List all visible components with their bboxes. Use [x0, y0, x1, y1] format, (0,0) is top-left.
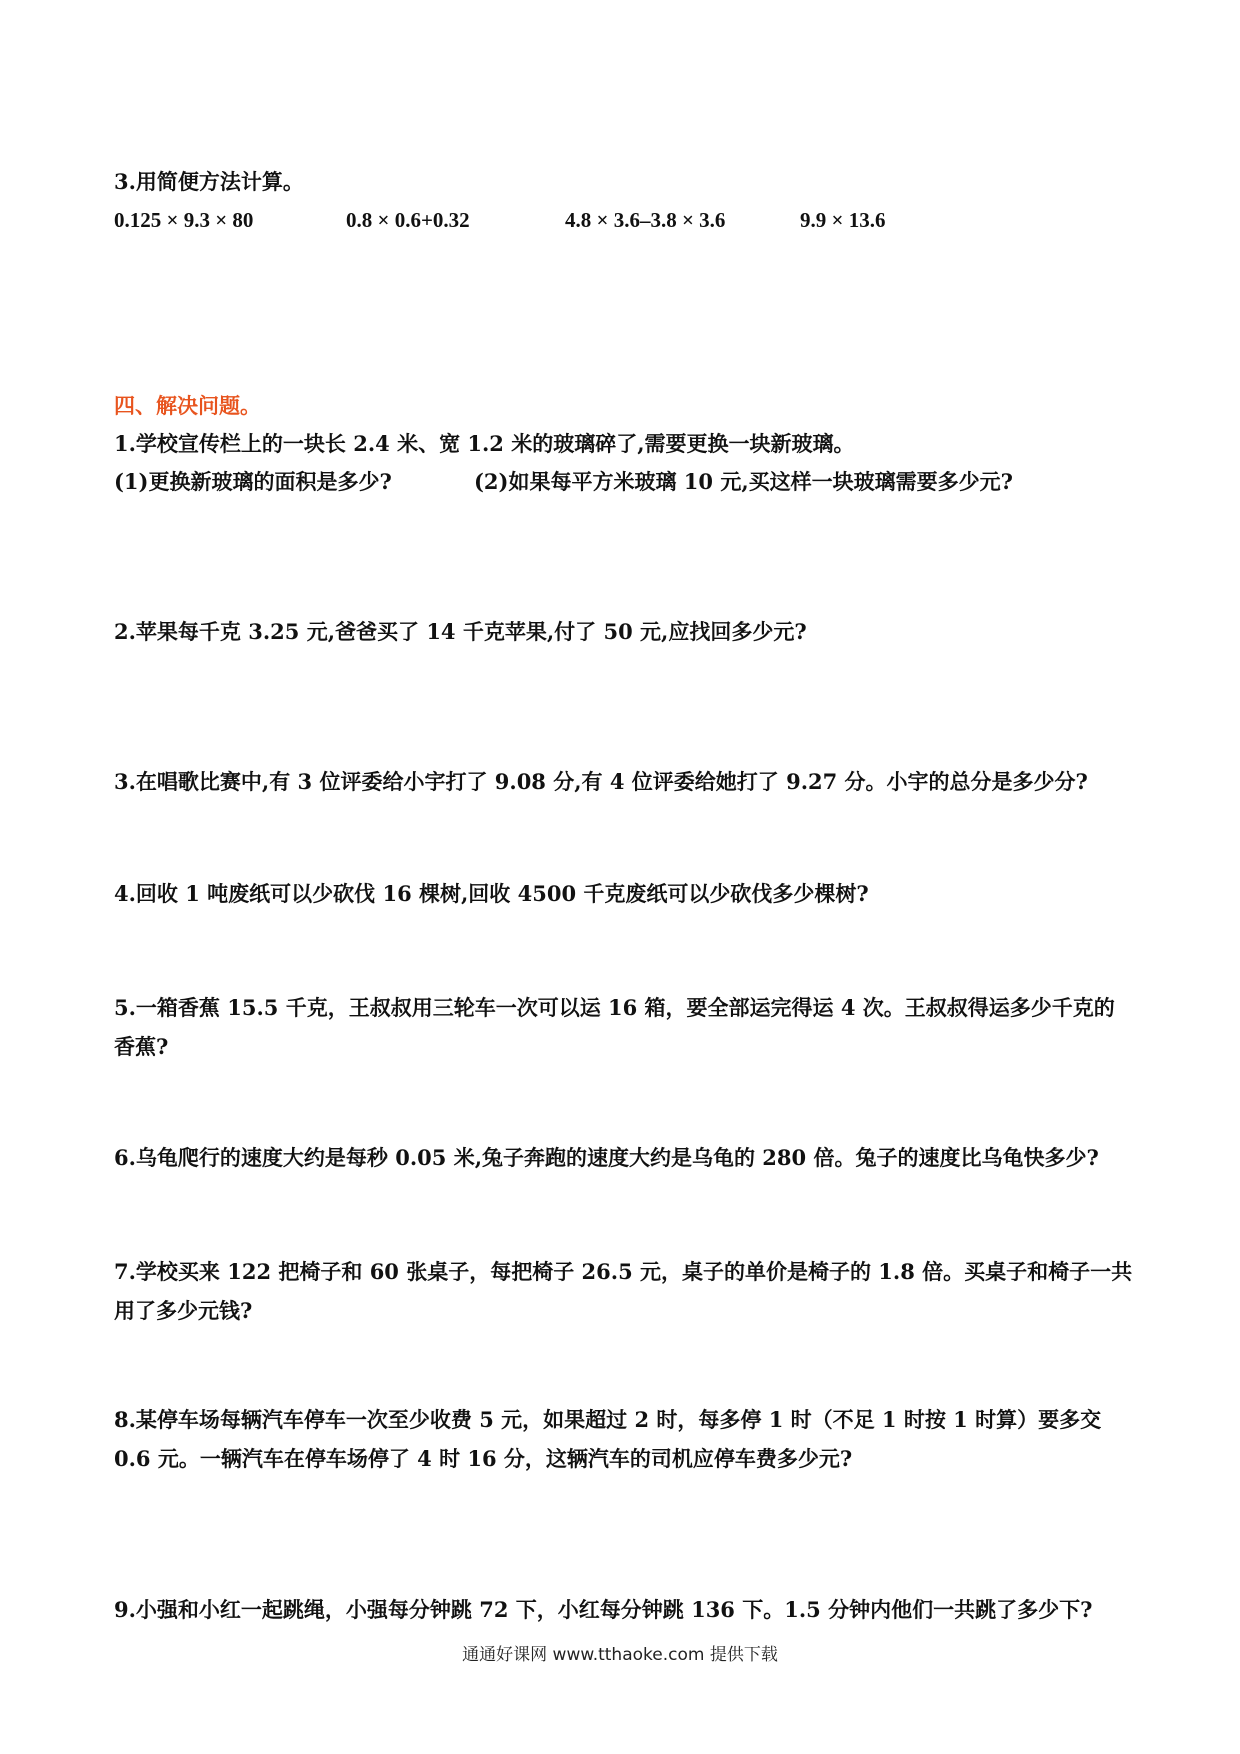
question-8-line-1: 8.某停车场每辆汽车停车一次至少收费 5 元，如果超过 2 时，每多停 1 时（不足 1 时按 1 时算）要多交: [114, 1407, 1102, 1432]
question-6: 6.乌龟爬行的速度大约是每秒 0.05 米,兔子奔跑的速度大约是乌龟的 280 倍。兔子的速度比乌龟快多少?: [114, 1145, 1099, 1170]
question-3: 3.在唱歌比赛中,有 3 位评委给小宇打了 9.08 分,有 4 位评委给她打了 9.27 分。小宇的总分是多少分?: [114, 769, 1088, 794]
question-7-line-2: 用了多少元钱?: [114, 1298, 253, 1323]
question-7-line-1: 7.学校买来 122 把椅子和 60 张桌子，每把椅子 26.5 元，桌子的单价是椅子的 1.8 倍。买桌子和椅子一共: [114, 1259, 1133, 1284]
expression-2: 0.8 × 0.6+0.32: [346, 208, 470, 232]
footer-credit: 通通好课网 www.tthaoke.com 提供下载: [462, 1645, 778, 1665]
question-1-part-2: (2)如果每平方米玻璃 10 元,买这样一块玻璃需要多少元?: [474, 469, 1013, 494]
question-1: 1.学校宣传栏上的一块长 2.4 米、宽 1.2 米的玻璃碎了,需要更换一块新玻璃。: [114, 431, 855, 456]
expression-4: 9.9 × 13.6: [800, 208, 886, 232]
question-5-line-1: 5.一箱香蕉 15.5 千克，王叔叔用三轮车一次可以运 16 箱，要全部运完得运 4 次。王叔叔得运多少千克的: [114, 995, 1115, 1020]
question-5-line-2: 香蕉?: [114, 1034, 169, 1059]
question-1-part-1: (1)更换新玻璃的面积是多少?: [114, 469, 392, 494]
question-9: 9.小强和小红一起跳绳，小强每分钟跳 72 下，小红每分钟跳 136 下。1.5 分钟内他们一共跳了多少下?: [114, 1597, 1093, 1622]
section3-heading: 3.用简便方法计算。: [114, 169, 304, 194]
section4-title: 四、解决问题。: [114, 393, 261, 418]
expression-1: 0.125 × 9.3 × 80: [114, 208, 254, 232]
question-2: 2.苹果每千克 3.25 元,爸爸买了 14 千克苹果,付了 50 元,应找回多少元?: [114, 619, 807, 644]
expression-3: 4.8 × 3.6–3.8 × 3.6: [565, 208, 726, 232]
question-4: 4.回收 1 吨废纸可以少砍伐 16 棵树,回收 4500 千克废纸可以少砍伐多少棵树?: [114, 881, 869, 906]
question-8-line-2: 0.6 元。一辆汽车在停车场停了 4 时 16 分，这辆汽车的司机应停车费多少元?: [114, 1446, 853, 1471]
